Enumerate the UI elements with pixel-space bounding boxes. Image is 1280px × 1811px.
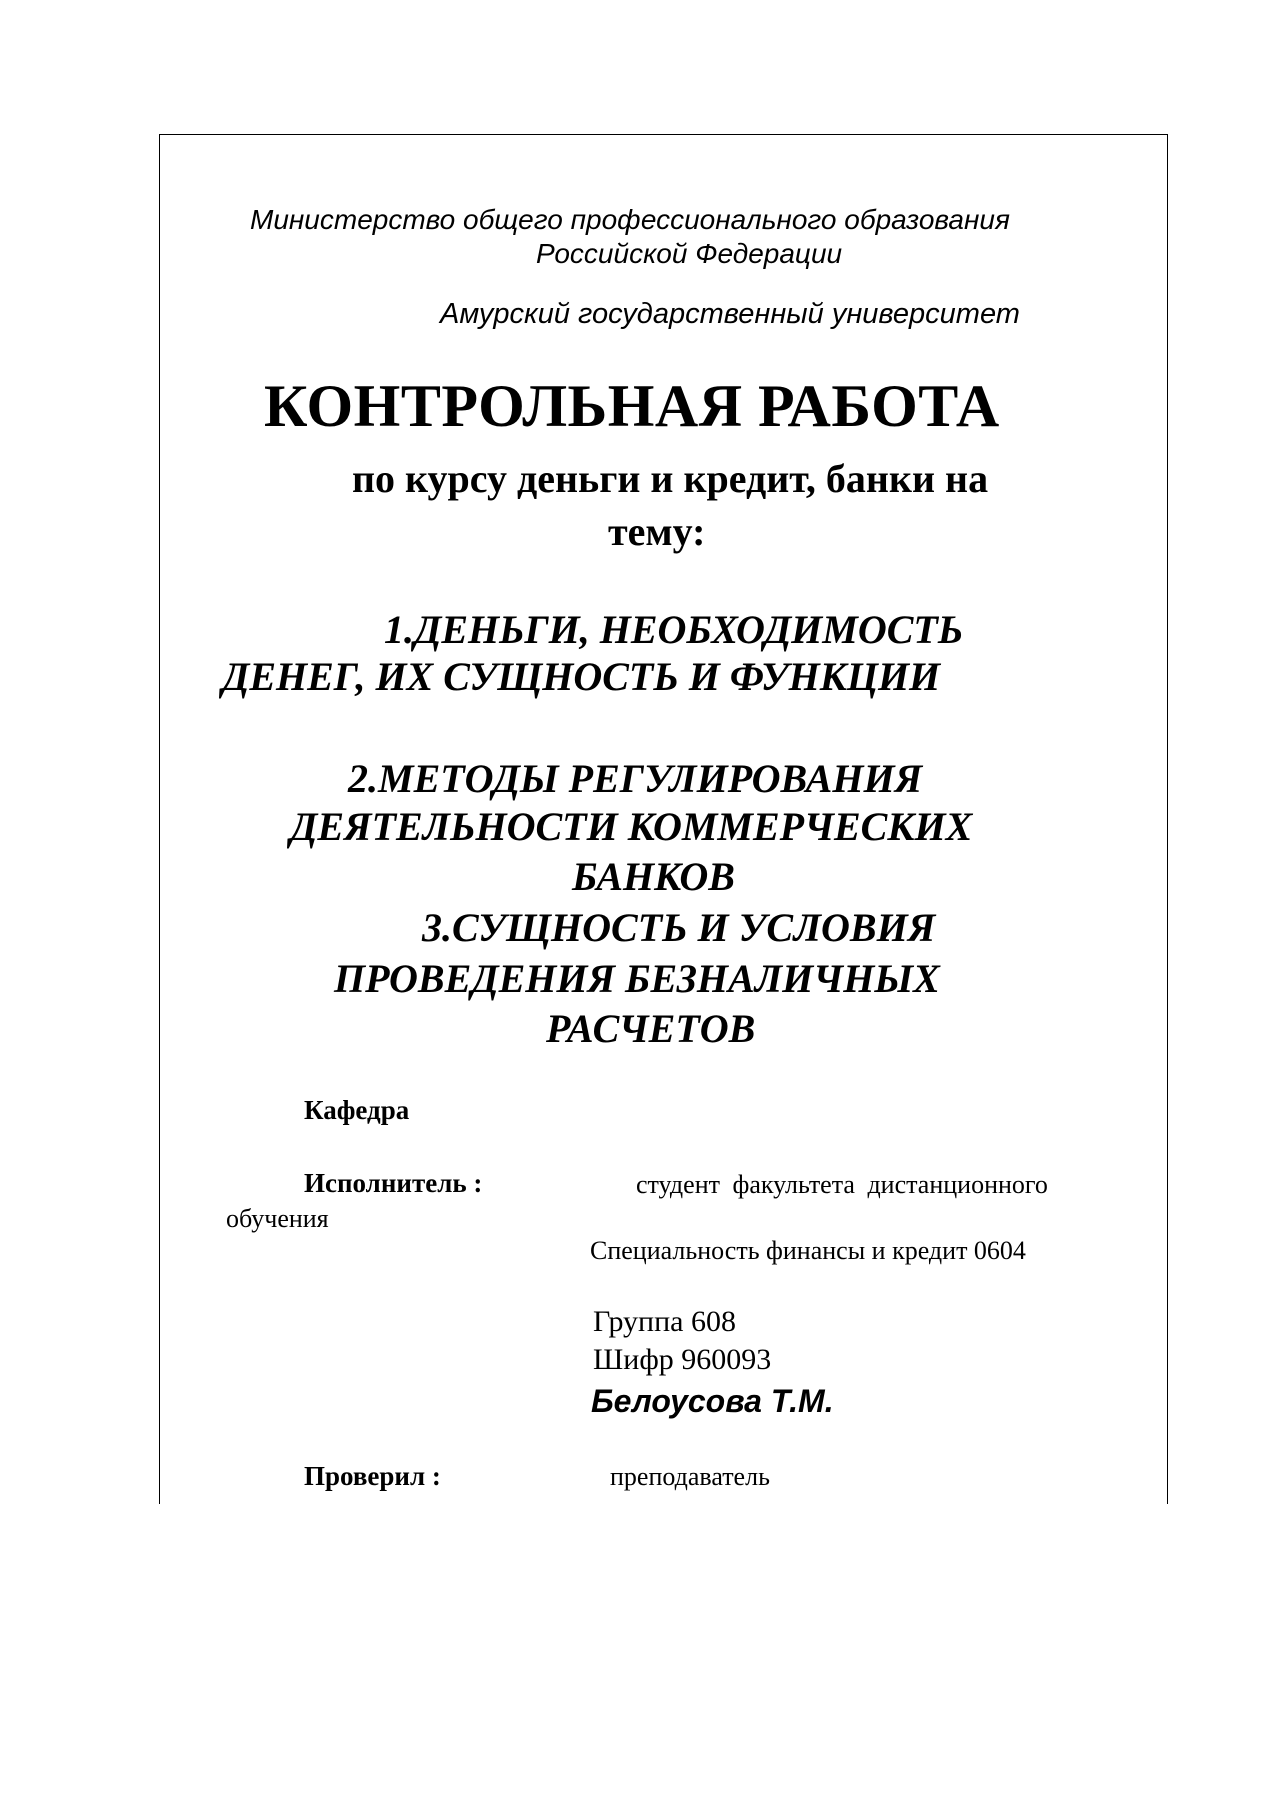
executor-description-line-1: студент факультета дистанционного xyxy=(636,1170,1048,1199)
group-text: Группа 608 xyxy=(593,1305,736,1338)
cipher-text: Шифр 960093 xyxy=(593,1343,772,1376)
university-name: Амурский государственный университет xyxy=(440,298,1020,330)
topic-2-line-2: ДЕЯТЕЛЬНОСТИ КОММЕРЧЕСКИХ xyxy=(290,804,973,849)
topic-2-line-3: БАНКОВ xyxy=(572,854,735,899)
specialty-text: Специальность финансы и кредит 0604 xyxy=(590,1236,1026,1265)
student-name: Белоусова Т.М. xyxy=(591,1383,834,1419)
topic-2-line-1: 2.МЕТОДЫ РЕГУЛИРОВАНИЯ xyxy=(348,756,923,801)
subtitle-line-2: тему: xyxy=(608,509,706,554)
document-title: КОНТРОЛЬНАЯ РАБОТА xyxy=(264,373,1000,439)
ministry-line-1: Министерство общего профессионального образования xyxy=(250,204,1010,235)
department-label: Кафедра xyxy=(304,1095,410,1125)
executor-label: Исполнитель : xyxy=(304,1168,483,1198)
checked-by-label: Проверил : xyxy=(304,1461,441,1491)
topic-3-line-3: РАСЧЕТОВ xyxy=(546,1006,756,1051)
ministry-line-2: Российской Федерации xyxy=(536,238,843,269)
topic-3-line-1: 3.СУЩНОСТЬ И УСЛОВИЯ xyxy=(422,905,936,950)
topic-3-line-2: ПРОВЕДЕНИЯ БЕЗНАЛИЧНЫХ xyxy=(334,956,940,1001)
executor-description-line-2: обучения xyxy=(226,1204,329,1233)
checker-role: преподаватель xyxy=(610,1462,770,1491)
subtitle-line-1: по курсу деньги и кредит, банки на xyxy=(352,456,989,501)
topic-1-line-1: 1.ДЕНЬГИ, НЕОБХОДИМОСТЬ xyxy=(384,607,964,652)
topic-1-line-2: ДЕНЕГ, ИХ СУЩНОСТЬ И ФУНКЦИИ xyxy=(222,654,941,699)
